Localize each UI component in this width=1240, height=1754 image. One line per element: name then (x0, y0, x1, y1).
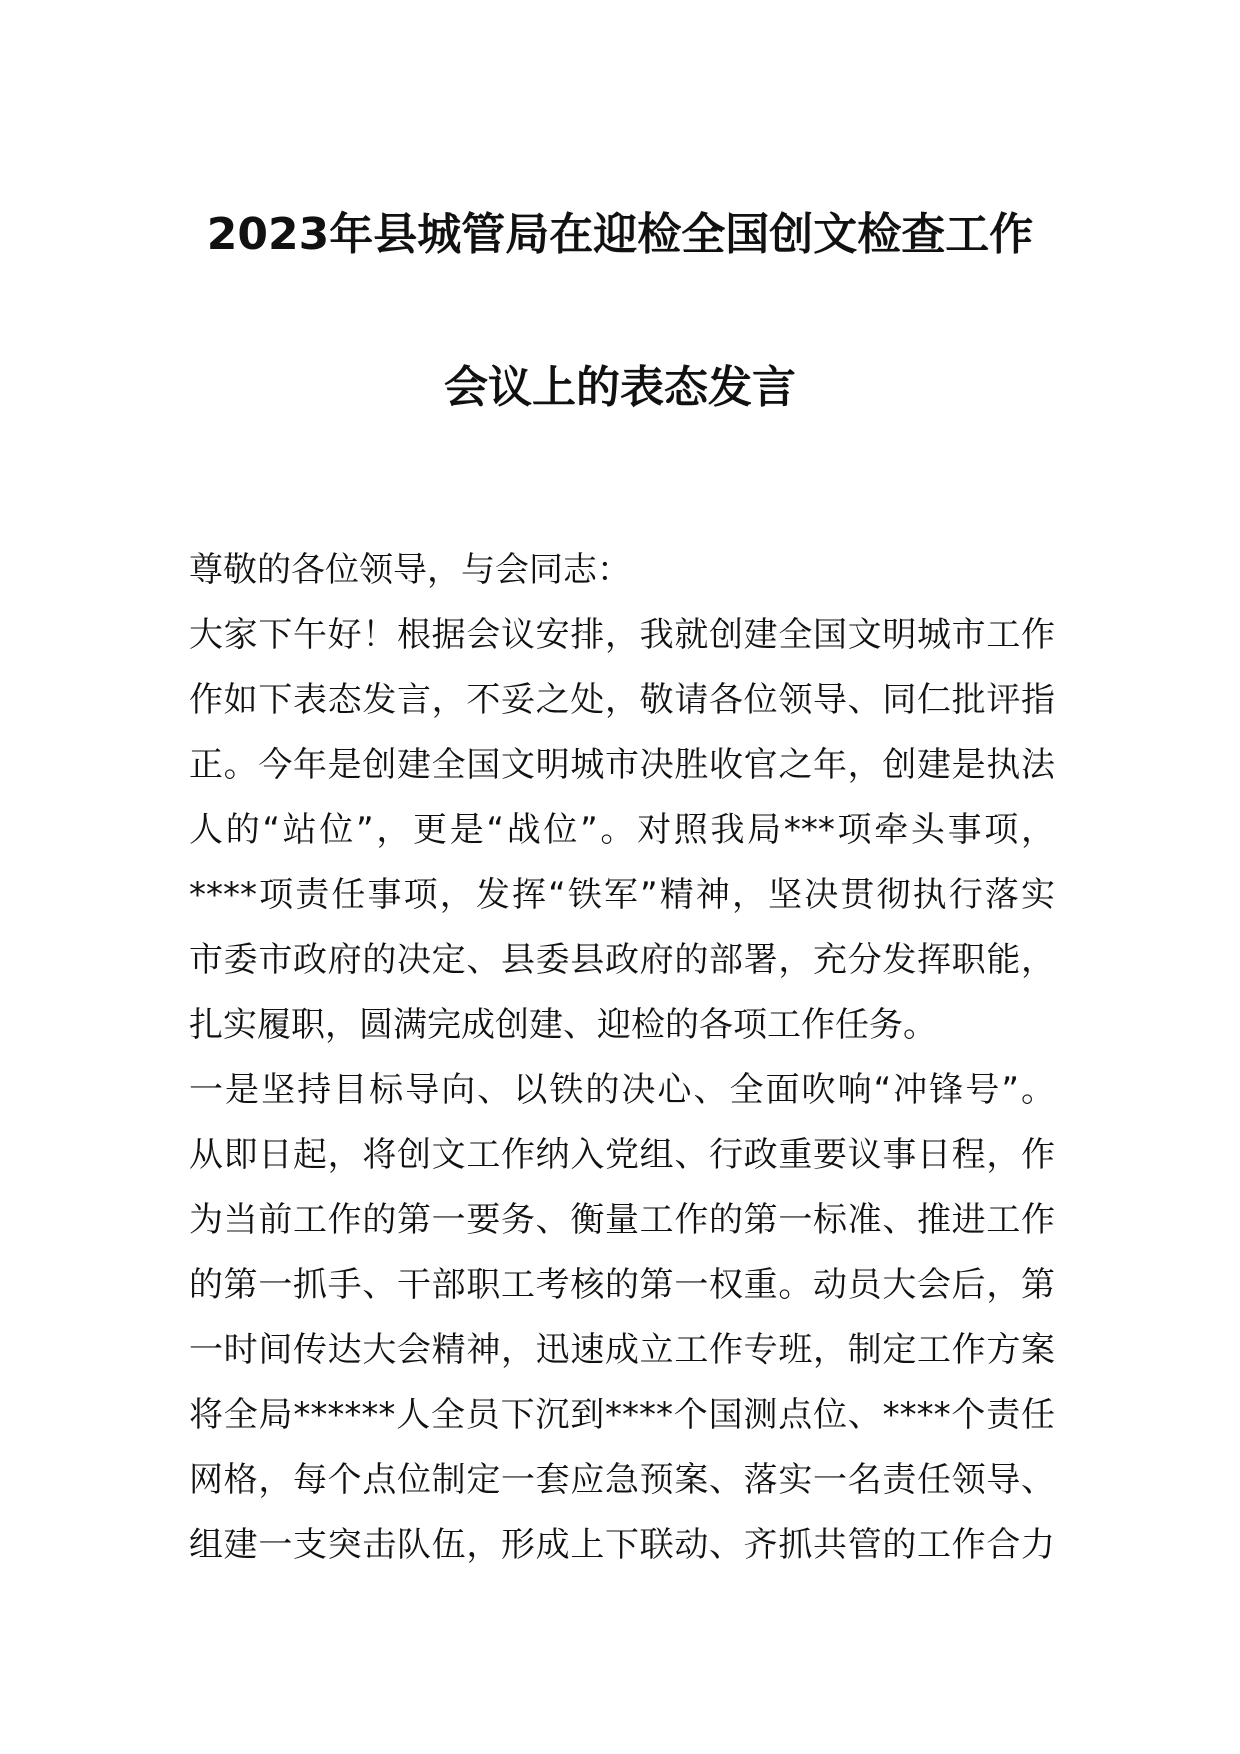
paragraph-2-line: 为当前工作的第一要务、衡量工作的第一标准、推进工作 (189, 1200, 1055, 1240)
paragraph-2-line: 组建一支突击队伍，形成上下联动、齐抓共管的工作合力 (189, 1525, 1055, 1565)
paragraph-2-line: 从即日起，将创文工作纳入党组、行政重要议事日程，作 (189, 1135, 1055, 1175)
salutation: 尊敬的各位领导，与会同志： (189, 550, 631, 590)
paragraph-1-line: 正。今年是创建全国文明城市决胜收官之年，创建是执法 (189, 745, 1055, 785)
paragraph-1-line: 大家下午好！根据会议安排，我就创建全国文明城市工作 (189, 615, 1055, 655)
paragraph-2-line: 网格，每个点位制定一套应急预案、落实一名责任领导、 (189, 1460, 1055, 1500)
paragraph-1-line: 市委市政府的决定、县委县政府的部署，充分发挥职能， (189, 940, 1055, 980)
paragraph-1-line: 作如下表态发言，不妥之处，敬请各位领导、同仁批评指 (189, 680, 1055, 720)
paragraph-2-line: 一是坚持目标导向、以铁的决心、全面吹响“冲锋号”。 (189, 1070, 1055, 1110)
paragraph-2-line: 将全局******人全员下沉到****个国测点位、****个责任 (189, 1395, 1055, 1435)
document-title-line-1: 2023年县城管局在迎检全国创文检查工作 (206, 209, 1034, 260)
paragraph-1-line: 人的“站位”，更是“战位”。对照我局***项牵头事项， (189, 810, 1055, 850)
paragraph-1-line: 扎实履职，圆满完成创建、迎检的各项工作任务。 (189, 1005, 937, 1045)
document-body (189, 538, 1055, 1578)
document-title-line-2: 会议上的表态发言 (444, 362, 796, 413)
paragraph-2-line: 一时间传达大会精神，迅速成立工作专班，制定工作方案 (189, 1330, 1055, 1370)
paragraph-1-line: ****项责任事项，发挥“铁军”精神，坚决贯彻执行落实 (189, 875, 1055, 915)
paragraph-2-line: 的第一抓手、干部职工考核的第一权重。动员大会后，第 (189, 1265, 1055, 1305)
